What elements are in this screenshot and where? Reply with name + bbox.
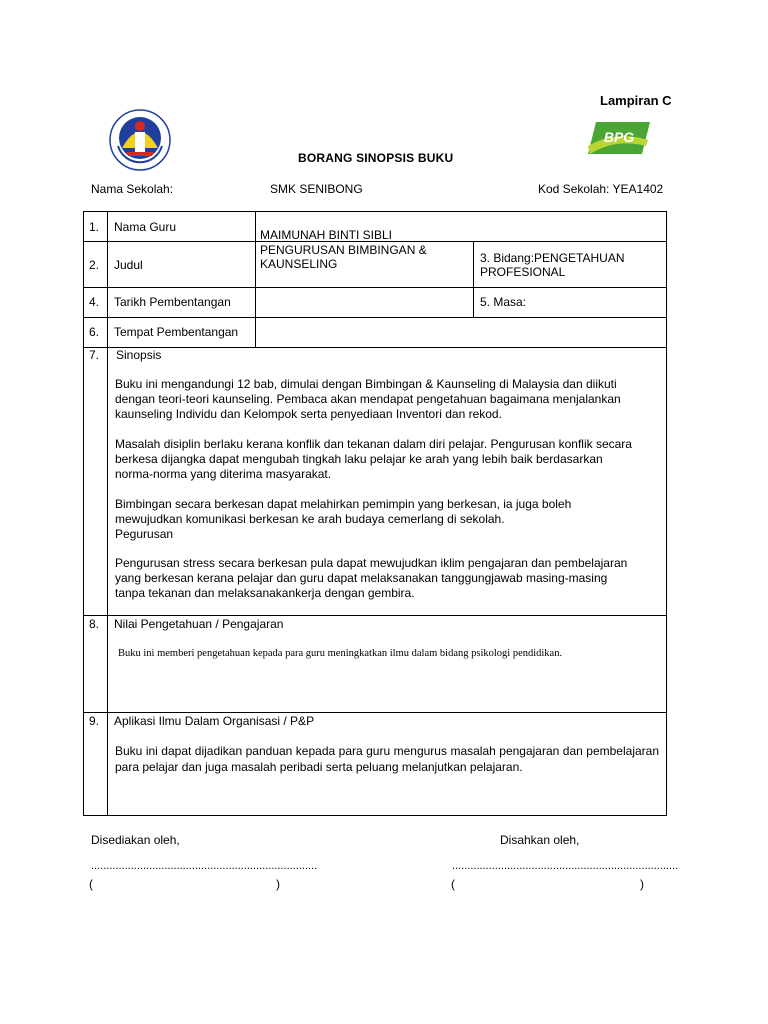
row-7-number: 7. [89,348,100,362]
sinopsis-label: Sinopsis [116,348,162,362]
lampiran-label: Lampiran C [600,93,672,108]
nama-sekolah-label: Nama Sekolah: [91,182,174,196]
prepared-by-close-paren: ) [276,877,280,891]
prepared-by-signature-line: .......................................................................... [91,860,318,872]
judul-label: Judul [114,258,143,272]
sinopsis-paragraph-2: Masalah disiplin berlaku kerana konflik dan tekanan dalam diri pelajar. Pengurusan konflik secara berkesa dijangka dapat mengubah tingkah laku pelajar ke arah yang lebih baik berdasarkan norma-norma yang diterima masyarakat. [115,437,632,481]
row-6-number: 6. [89,325,100,339]
bpg-logo [586,120,652,158]
judul-value-line1: PENGURUSAN BIMBINGAN & [260,243,427,257]
form-title: BORANG SINOPSIS BUKU [298,151,454,165]
nama-sekolah-value: SMK SENIBONG [270,182,363,196]
row-9-number: 9. [89,714,100,728]
row-1-number: 1. [89,220,100,234]
kod-sekolah: Kod Sekolah: YEA1402 [538,182,664,196]
nama-guru-label: Nama Guru [114,220,177,234]
nama-guru-value: MAIMUNAH BINTI SIBLI [260,228,393,242]
prepared-by-open-paren: ( [89,877,93,891]
sinopsis-paragraph-1: Buku ini mengandungi 12 bab, dimulai dengan Bimbingan & Kaunseling di Malaysia dan diikuti dengan teori-teori kaunseling. Pembaca akan mendapat pengetahuan bagaimana menjalankan kaunseling Individu dan Kelompok serta penyediaan Inventori dan rekod. [115,377,621,421]
tarikh-pembentangan-label: Tarikh Pembentangan [114,295,231,309]
nilai-pengetahuan-text: Buku ini memberi pengetahuan kepada para guru meningkatkan ilmu dalam bidang psikologi pendidikan. [118,648,563,659]
bidang-line2: PROFESIONAL [480,265,566,279]
prepared-by-label: Disediakan oleh, [91,833,180,847]
tempat-pembentangan-label: Tempat Pembentangan [114,325,239,339]
approved-by-label: Disahkan oleh, [500,833,580,847]
approved-by-signature-line: .......................................................................... [452,860,679,872]
judul-value-line2: KAUNSELING [260,257,338,271]
nilai-pengetahuan-label: Nilai Pengetahuan / Pengajaran [114,617,284,631]
row-8-number: 8. [89,617,100,631]
masa-label: 5. Masa: [480,295,527,309]
aplikasi-ilmu-label: Aplikasi Ilmu Dalam Organisasi / P&P [114,714,315,728]
sinopsis-paragraph-4: Pengurusan stress secara berkesan pula dapat mewujudkan iklim pengajaran dan pembelajaran yang berkesan kerana pelajar dan guru dapat melaksanakan tanggungjawab masing-masing tanpa tekanan dan melaksanakankerja dengan gembira. [115,556,628,600]
sinopsis-paragraph-3: Bimbingan secara berkesan dapat melahirkan pemimpin yang berkesan, ia juga boleh mewujudkan komunikasi berkesan ke arah budaya cemerlang di sekolah. Pegurusan [115,497,572,541]
aplikasi-ilmu-text: Buku ini dapat dijadikan panduan kepada para guru mengurus masalah pengajaran dan pembelajaran para pelajar dan juga masalah peribadi serta peluang melanjutkan pelajaran. [115,744,659,774]
approved-by-open-paren: ( [451,877,455,891]
ministry-crest-logo [108,108,172,172]
row-2-number: 2. [89,258,100,272]
approved-by-close-paren: ) [640,877,644,891]
row-4-number: 4. [89,295,100,309]
bpg-logo-text: BPG [603,129,635,145]
bidang-line1: 3. Bidang:PENGETAHUAN [480,251,625,265]
